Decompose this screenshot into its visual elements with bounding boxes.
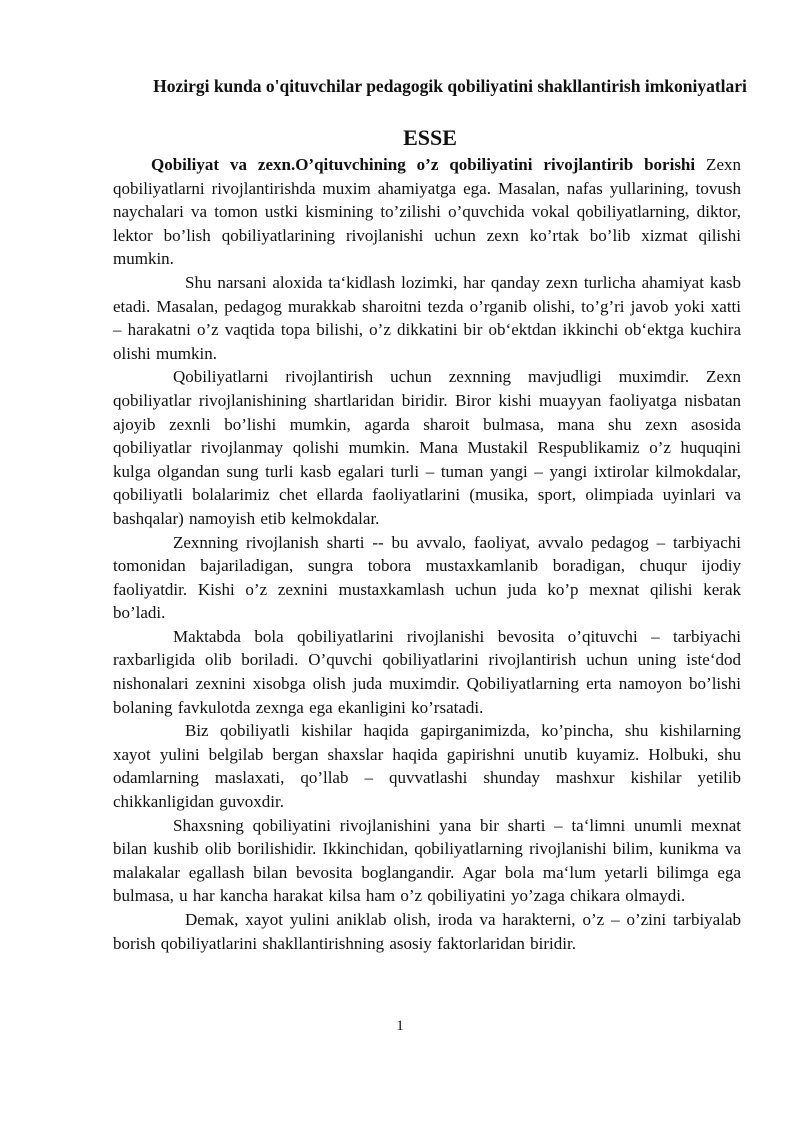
paragraph: Shu narsani aloxida ta‘kidlash lozimki, har qanday zexn turlicha ahamiyat kasb etadi. Masalan, pedagog murakkab sharoitni tezda o’rganib olishi, to’g’ri javob yoki xatti – harakatni o’z vaqtida topa bilishi, o’z dikkatini bir ob‘ektdan ikkinchi ob‘ektga kuchira olishi mumkin. (113, 272, 741, 363)
paragraph: Demak, xayot yulini aniklab olish, iroda va harakterni, o’z – o’zini tarbiyalab borish qobiliyatlarini shakllantirishning asosiy faktorlaridan biridir. (113, 910, 741, 953)
paragraph-lead (113, 153, 741, 271)
page-number: 1 (396, 1018, 404, 1034)
paragraph: Shaxsning qobiliyatini rivojlanishini yana bir sharti – ta‘limni unumli mexnat bilan kushib olib borilishidir. Ikkinchidan, qobiliyatlarning rivojlanishi bilim, kunikma va malakalar egallash bilan bevosita boglangandir. Agar bola ma‘lum yetarli bilimga ega bulmasa, u har kancha harakat kilsa ham o’z qobiliyatini yo’zaga chikara olmaydi. (113, 815, 741, 906)
lead-heading: Qobiliyat va zexn.O’qituvchining o’z qobiliyatini rivojlantirib borishi (151, 155, 696, 174)
paragraph: Maktabda bola qobiliyatlarini rivojlanishi bevosita o’qituvchi – tarbiyachi raxbarligida olib boriladi. O’quvchi qobiliyatlarini rivojlantirish uchun uning iste‘dod nishonalari zexnini xisobga olish juda muximdir. Qobiliyatlarning erta namoyon bo’lishi bolaning favkulotda zexnga ega ekanligini ko’rsatadi. (113, 626, 741, 717)
document-title: Hozirgi kunda o'qituvchilar pedagogik qobiliyatini shakllantirish imkoniyatlari (153, 76, 747, 96)
document-subtitle: ESSE (403, 125, 457, 150)
paragraph: Zexnning rivojlanish sharti -- bu avvalo, faoliyat, avvalo pedagog – tarbiyachi tomonidan bajariladigan, sungra tobora mustaxkamlanib boradigan, chuqur ijodiy faoliyatdir. Kishi o’z zexnini mustaxkamlash uchun juda ko’p mexnat qilishi kerak bo’ladi. (113, 532, 741, 623)
document-body (113, 153, 741, 955)
lead-text: Zexn qobiliyatlarni rivojlantirishda muxim ahamiyatga ega. Masalan, nafas yullarining, tovush naychalari va tomon ustki kismining to’zilishi o’quvchida vokal qobiliyatlarning, diktor, lektor bo’lish qobiliyatlarining rivojlanishi uchun zexn ko’rtak bo’lib xizmat qilishi mumkin. (113, 155, 741, 269)
paragraph: Qobiliyatlarni rivojlantirish uchun zexnning mavjudligi muximdir. Zexn qobiliyatlar rivojlanishining shartlaridan biridir. Biror kishi muayyan faoliyatga nisbatan ajoyib zexnli bo’lishi mumkin, agarda sharoit bulmasa, mana shu zexn asosida qobiliyatlar rivojlanmay qolishi mumkin. Mana Mustakil Respublikamiz o’z huquqini kulga olgandan sung turli kasb egalari turli – tuman yangi – yangi ixtirolar kilmokdalar, qobiliyatli bolalarimiz chet ellarda faoliyatlarini (musika, sport, olimpiada uyinlari va bashqalar) namoyish etib kelmokdalar. (113, 367, 741, 528)
paragraph: Biz qobiliyatli kishilar haqida gapirganimizda, ko’pincha, shu kishilarning xayot yulini belgilab bergan shaxslar haqida gapirishni unutib kuyamiz. Holbuki, shu odamlarning maslaxati, qo’llab – quvvatlashi shunday mashxur kishilar yetilib chikkanligidan guvoxdir. (113, 721, 741, 812)
